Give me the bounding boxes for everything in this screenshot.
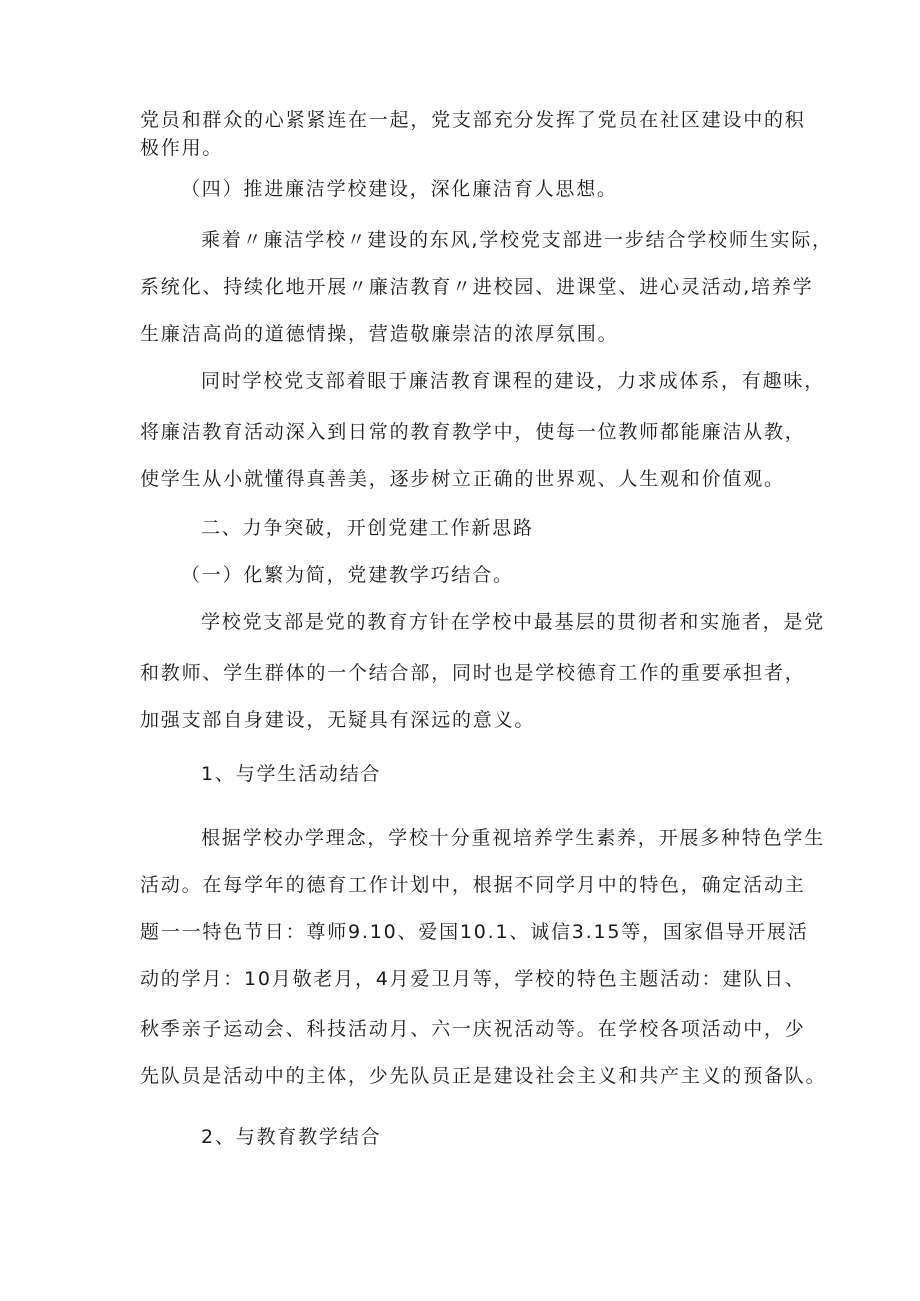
text-line: 学校党支部是党的教育方针在学校中最基层的贯彻者和实施者，是党 xyxy=(201,611,826,633)
text-line: 和教师、学生群体的一个结合部，同时也是学校德育工作的重要承担者， xyxy=(140,662,806,684)
text-line: 动的学月：10月敬老月，4月爱卫月等，学校的特色主题活动：建队日、 xyxy=(140,968,806,990)
text-line: 生廉洁高尚的道德情操，营造敬廉崇洁的浓厚氛围。 xyxy=(140,323,619,345)
text-line: 系统化、持续化地开展〃廉洁教育〃进校园、进课堂、进心灵活动,培养学 xyxy=(140,276,814,298)
section-heading: 2、与教育教学结合 xyxy=(201,1126,382,1148)
section-heading: （四）推进廉洁学校建设，深化廉洁育人思想。 xyxy=(181,178,618,200)
section-heading: 1、与学生活动结合 xyxy=(201,763,382,785)
text-line: 同时学校党支部着眼于廉洁教育课程的建设，力求成体系，有趣味， xyxy=(201,370,826,392)
section-heading: （一）化繁为简，党建教学巧结合。 xyxy=(181,564,514,586)
text-line: 活动。在每学年的德育工作计划中，根据不同学月中的特色，确定活动主 xyxy=(140,874,806,896)
section-heading: 二、力争突破，开创党建工作新思路 xyxy=(201,517,534,539)
text-line: 党员和群众的心紧紧连在一起，党支部充分发挥了党员在社区建设中的积 xyxy=(140,109,806,131)
text-line: 极作用。 xyxy=(140,137,224,159)
text-line: 加强支部自身建设，无疑具有深远的意义。 xyxy=(140,709,536,731)
text-line: 乘着〃廉洁学校〃建设的东风,学校党支部进一步结合学校师生实际， xyxy=(201,229,833,251)
text-line: 根据学校办学理念，学校十分重视培养学生素养，开展多种特色学生 xyxy=(201,827,826,849)
text-line: 秋季亲子运动会、科技活动月、六一庆祝活动等。在学校各项活动中，少 xyxy=(140,1018,806,1040)
text-line: 使学生从小就懂得真善美，逐步树立正确的世界观、人生观和价值观。 xyxy=(140,468,785,490)
text-line: 题一一特色节日：尊师9.10、爱国10.1、诚信3.15等，国家倡导开展活 xyxy=(140,921,809,943)
text-line: 先队员是活动中的主体，少先队员正是建设社会主义和共产主义的预备队。 xyxy=(140,1065,827,1087)
text-line: 将廉洁教育活动深入到日常的教育教学中，使每一位教师都能廉洁从教， xyxy=(140,421,806,443)
